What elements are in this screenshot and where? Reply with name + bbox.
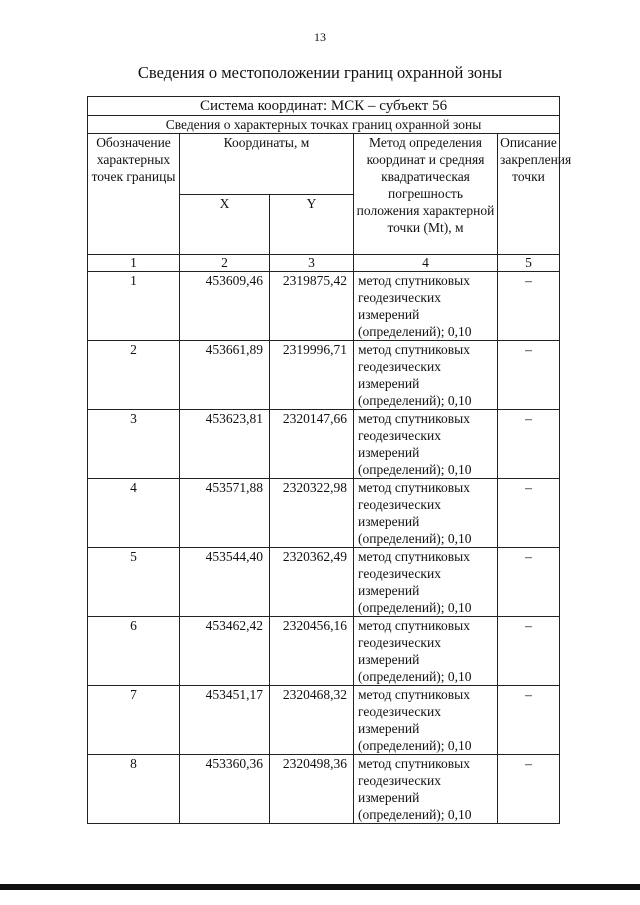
y-coordinate-cell: 2320322,98 [270,479,354,548]
coordinate-system-cell: Система координат: МСК – субъект 56 [88,97,560,116]
table-row [88,410,560,479]
header-coordinates: Координаты, м [180,134,354,195]
bottom-scan-border [0,884,640,890]
column-number: 2 [180,255,270,272]
description-cell: – [498,686,560,755]
x-coordinate-cell: 453360,36 [180,755,270,824]
method-cell: метод спутниковых геодезических измерений (определений); 0,10 [354,272,498,341]
boundary-points-table [87,96,572,824]
header-description: Описание закрепления точки [498,134,560,255]
x-coordinate-cell: 453623,81 [180,410,270,479]
x-coordinate-cell: 453571,88 [180,479,270,548]
x-coordinate-cell: 453451,17 [180,686,270,755]
x-coordinate-cell: 453544,40 [180,548,270,617]
y-coordinate-cell: 2319875,42 [270,272,354,341]
y-coordinate-cell: 2320498,36 [270,755,354,824]
description-cell: – [498,755,560,824]
column-number: 3 [270,255,354,272]
table-subtitle-cell: Сведения о характерных точках границ охранной зоны [88,116,560,134]
point-number-cell: 7 [88,686,180,755]
y-coordinate-cell: 2320362,49 [270,548,354,617]
description-cell: – [498,479,560,548]
description-cell: – [498,617,560,686]
table-subtitle-row [88,116,560,134]
method-cell: метод спутниковых геодезических измерений (определений); 0,10 [354,686,498,755]
column-number: 1 [88,255,180,272]
point-number-cell: 4 [88,479,180,548]
method-cell: метод спутниковых геодезических измерений (определений); 0,10 [354,548,498,617]
point-number-cell: 1 [88,272,180,341]
table-row [88,272,560,341]
y-coordinate-cell: 2319996,71 [270,341,354,410]
point-number-cell: 5 [88,548,180,617]
table-row [88,686,560,755]
document-title: Сведения о местоположении границ охранной зоны [137,63,503,82]
header-x: X [180,194,270,255]
column-number-row [88,255,560,272]
description-cell: – [498,410,560,479]
point-number-cell: 8 [88,755,180,824]
point-number-cell: 6 [88,617,180,686]
x-coordinate-cell: 453609,46 [180,272,270,341]
method-cell: метод спутниковых геодезических измерений (определений); 0,10 [354,410,498,479]
coordinate-system-row [88,97,560,116]
point-number-cell: 3 [88,410,180,479]
description-cell: – [498,272,560,341]
method-cell: метод спутниковых геодезических измерений (определений); 0,10 [354,755,498,824]
y-coordinate-cell: 2320147,66 [270,410,354,479]
table-row [88,755,560,824]
x-coordinate-cell: 453661,89 [180,341,270,410]
column-number: 4 [354,255,498,272]
method-cell: метод спутниковых геодезических измерений (определений); 0,10 [354,341,498,410]
y-coordinate-cell: 2320468,32 [270,686,354,755]
table-row [88,479,560,548]
method-cell: метод спутниковых геодезических измерений (определений); 0,10 [354,617,498,686]
table-row [88,548,560,617]
x-coordinate-cell: 453462,42 [180,617,270,686]
column-number: 5 [498,255,560,272]
table-row [88,617,560,686]
header-row-1 [88,134,560,195]
point-number-cell: 2 [88,341,180,410]
method-cell: метод спутниковых геодезических измерений (определений); 0,10 [354,479,498,548]
description-cell: – [498,548,560,617]
page-number: 13 [314,30,326,44]
description-cell: – [498,341,560,410]
header-method: Метод определения координат и средняя квадратическая погрешность положения характерной точки (Mt), м [354,134,498,255]
table-row [88,341,560,410]
header-y: Y [270,194,354,255]
header-designation: Обозначение характерных точек границы [88,134,180,255]
y-coordinate-cell: 2320456,16 [270,617,354,686]
